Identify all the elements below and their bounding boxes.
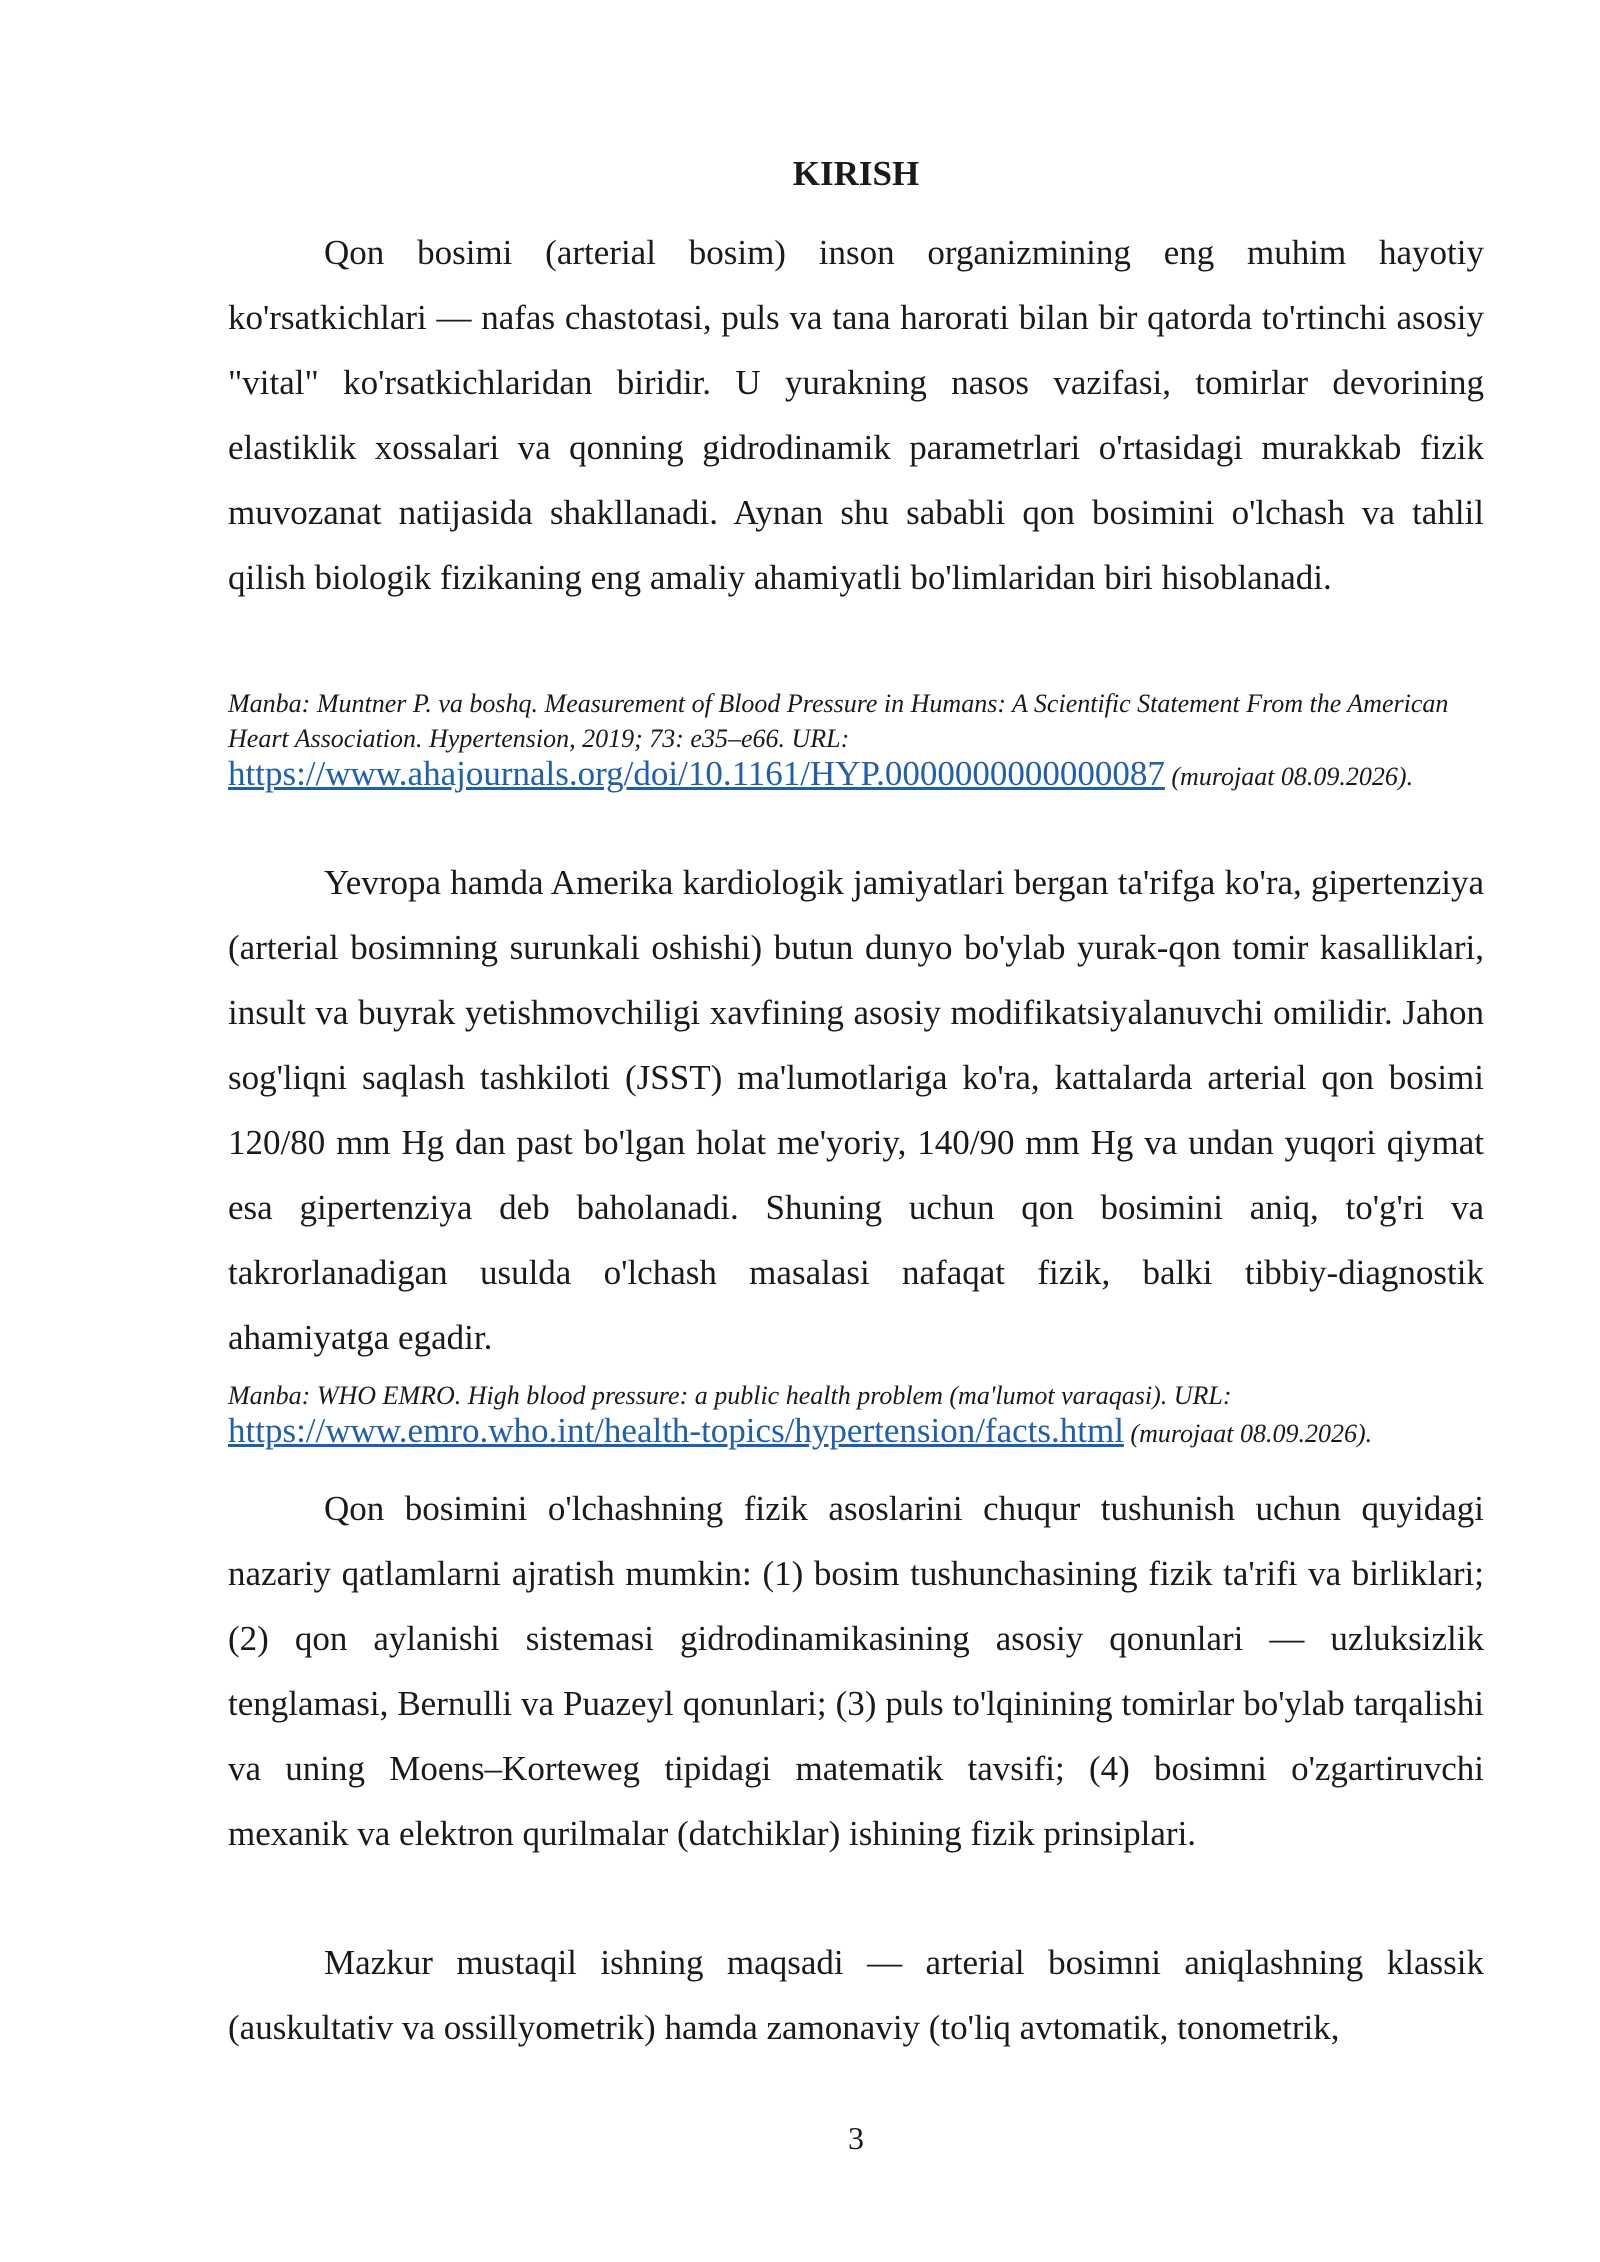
source-2-link[interactable]: https://www.emro.who.int/health-topics/hypertension/facts.html — [228, 1411, 1124, 1450]
paragraph-1: Qon bosimi (arterial bosim) inson organizmining eng muhim hayotiy ko'rsatkichlari — nafas chastotasi, puls va tana harorati bilan bir qatorda to'rtinchi asosiy "vital" ko'rsatkichlaridan biridir. U yurakning nasos vazifasi, tomirlar devorining elastiklik xossalari va qonning gidrodinamik parametrlari o'rtasidagi murakkab fizik muvozanat natijasida shakllanadi. Aynan shu sababli qon bosimini o'lchash va tahlil qilish biologik fizikaning eng amaliy ahamiyatli bo'limlaridan biri hisoblanadi. — [228, 233, 1484, 597]
source-1-access: (murojaat 08.09.2026). — [1164, 762, 1414, 791]
page-number: 3 — [848, 2120, 864, 2156]
source-1-link[interactable]: https://www.ahajournals.org/doi/10.1161/HYP.0000000000000087 — [228, 754, 1165, 793]
source-note-2 — [228, 1378, 1484, 1451]
paragraph-2: Yevropa hamda Amerika kardiologik jamiyatlari bergan ta'rifga ko'ra, gipertenziya (arterial bosimning surunkali oshishi) butun dunyo bo'ylab yurak-qon tomir kasalliklari, insult va buyrak yetishmovchiligi xavfining asosiy modifikatsiyalanuvchi omilidir. Jahon sog'liqni saqlash tashkiloti (JSST) ma'lumotlariga ko'ra, kattalarda arterial qon bosimi 120/80 mm Hg dan past bo'lgan holat me'yoriy, 140/90 mm Hg va undan yuqori qiymat esa gipertenziya deb baholanadi. Shuning uchun qon bosimini aniq, to'g'ri va takrorlanadigan usulda o'lchash masalasi nafaqat fizik, balki tibbiy-diagnostik ahamiyatga egadir. — [228, 863, 1484, 1357]
source-note-1 — [228, 686, 1484, 794]
paragraph-3: Qon bosimini o'lchashning fizik asoslarini chuqur tushunish uchun quyidagi nazariy qatlamlarni ajratish mumkin: (1) bosim tushunchasining fizik ta'rifi va birliklari; (2) qon aylanishi sistemasi gidrodinamikasining asosiy qonunlari — uzluksizlik tenglamasi, Bernulli va Puazeyl qonunlari; (3) puls to'lqinining tomirlar bo'ylab tarqalishi va uning Moens–Korteweg tipidagi matematik tavsifi; (4) bosimni o'zgartiruvchi mexanik va elektron qurilmalar (datchiklar) ishining fizik prinsiplari. — [228, 1489, 1484, 1853]
source-1-text: Manba: Muntner P. va boshq. Measurement of Blood Pressure in Humans: A Scientific Statement From the American Heart Association. Hypertension, 2019; 73: e35–e66. URL: — [228, 689, 1449, 753]
source-2-text: Manba: WHO EMRO. High blood pressure: a public health problem (ma'lumot varaqasi). URL: — [228, 1381, 1232, 1410]
paragraph-4: Mazkur mustaqil ishning maqsadi — arterial bosimni aniqlashning klassik (auskultativ va ossillyometrik) hamda zamonaviy (to'liq avtomatik, tonometrik, — [228, 1943, 1484, 2047]
source-2-access: (murojaat 08.09.2026). — [1123, 1419, 1373, 1448]
section-heading: KIRISH — [792, 154, 920, 193]
